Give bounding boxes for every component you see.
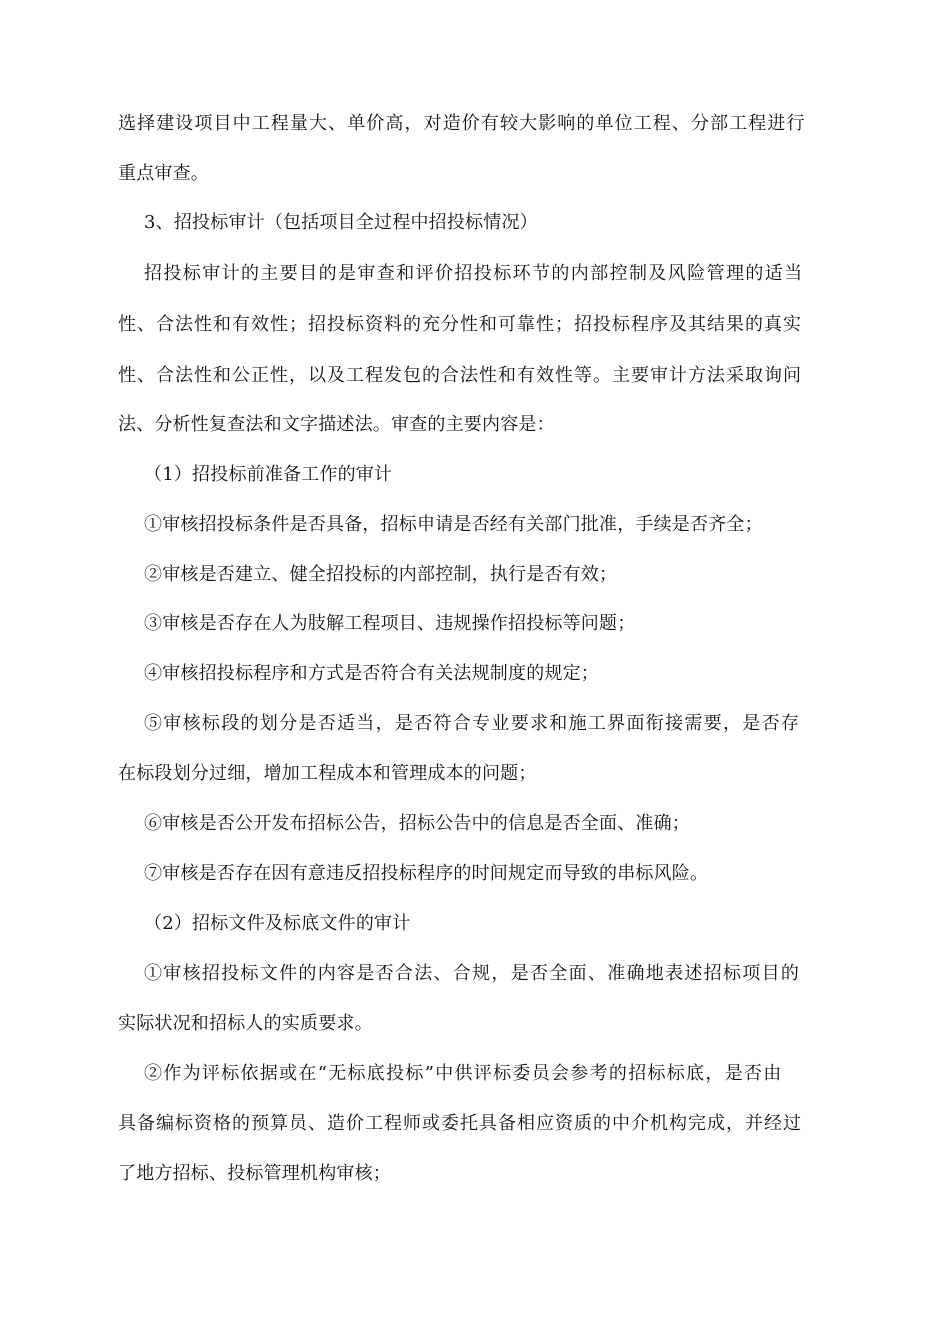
paragraph-line: 招投标审计的主要目的是审查和评价招投标环节的内部控制及风险管理的适当: [144, 263, 804, 284]
subsection-heading: （1）招投标前准备工作的审计: [144, 464, 393, 485]
list-item: ⑥审核是否公开发布招标公告，招标公告中的信息是否全面、准确；: [144, 813, 690, 834]
list-item-continuation: 实际状况和招标人的实质要求。: [118, 1013, 373, 1034]
list-item: ①审核招投标文件的内容是否合法、合规，是否全面、准确地表述招标项目的: [144, 963, 801, 984]
paragraph-line: 性、合法性和公正性，以及工程发包的合法性和有效性等。主要审计方法采取询问: [118, 365, 802, 386]
list-item-continuation: 了地方招标、投标管理机构审核；: [118, 1163, 391, 1184]
list-item: ①审核招投标条件是否具备，招标申请是否经有关部门批准，手续是否齐全；: [144, 514, 763, 535]
section-heading: 3、招投标审计（包括项目全过程中招投标情况）: [144, 212, 538, 233]
list-item: ②作为评标依据或在“无标底投标”中供评标委员会参考的招标标底，是否由: [144, 1063, 783, 1084]
paragraph-line: 选择建设项目中工程量大、单价高，对造价有较大影响的单位工程、分部工程进行: [118, 113, 806, 134]
list-item: ②审核是否建立、健全招投标的内部控制，执行是否有效；: [144, 564, 618, 585]
paragraph-line: 性、合法性和有效性；招投标资料的充分性和可靠性；招投标程序及其结果的真实: [118, 314, 802, 335]
list-item: ③审核是否存在人为肢解工程项目、违规操作招投标等问题；: [144, 613, 636, 634]
paragraph-line: 重点审查。: [118, 163, 209, 184]
list-item-continuation: 在标段划分过细，增加工程成本和管理成本的问题；: [118, 763, 537, 784]
paragraph-line: 法、分析性复查法和文字描述法。审查的主要内容是：: [118, 414, 555, 435]
list-item: ⑦审核是否存在因有意违反招投标程序的时间规定而导致的串标风险。: [144, 863, 709, 884]
subsection-heading: （2）招标文件及标底文件的审计: [144, 913, 411, 934]
list-item-continuation: 具备编标资格的预算员、造价工程师或委托具备相应资质的中介机构完成，并经过: [118, 1113, 802, 1134]
list-item: ⑤审核标段的划分是否适当，是否符合专业要求和施工界面衔接需要，是否存: [144, 713, 801, 734]
list-item: ④审核招投标程序和方式是否符合有关法规制度的规定；: [144, 663, 599, 684]
